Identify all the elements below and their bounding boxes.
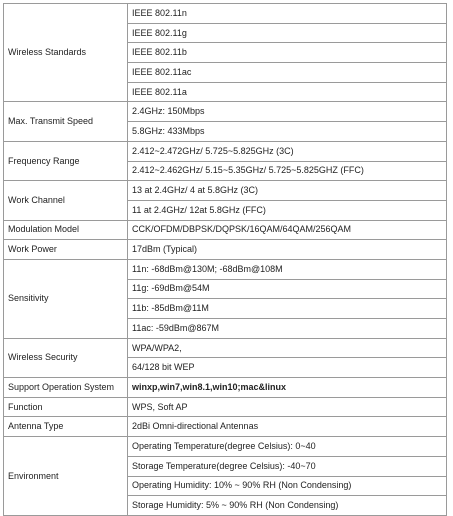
spec-value: IEEE 802.11g: [128, 23, 447, 43]
spec-value: Operating Temperature(degree Celsius): 0~40: [128, 437, 447, 457]
spec-value: 2.4GHz: 150Mbps: [128, 102, 447, 122]
spec-value: Storage Humidity: 5% ~ 90% RH (Non Condensing): [128, 496, 447, 516]
spec-label: Work Channel: [4, 181, 128, 220]
spec-label: Max. Transmit Speed: [4, 102, 128, 141]
spec-row: [4, 378, 447, 398]
spec-table-body: [4, 4, 447, 516]
spec-value: winxp,win7,win8.1,win10;mac&linux: [128, 378, 447, 398]
spec-row: [4, 220, 447, 240]
spec-value: 13 at 2.4GHz/ 4 at 5.8GHz (3C): [128, 181, 447, 201]
spec-row: [4, 240, 447, 260]
spec-value: IEEE 802.11b: [128, 43, 447, 63]
spec-label: Environment: [4, 437, 128, 516]
spec-value: IEEE 802.11ac: [128, 63, 447, 83]
spec-value: 2dBi Omni-directional Antennas: [128, 417, 447, 437]
spec-value: Operating Humidity: 10% ~ 90% RH (Non Condensing): [128, 476, 447, 496]
spec-table: [3, 3, 447, 516]
spec-label: Support Operation System: [4, 378, 128, 398]
spec-row: [4, 338, 447, 358]
spec-label: Function: [4, 397, 128, 417]
spec-value: 11ac: -59dBm@867M: [128, 319, 447, 339]
spec-value: WPS, Soft AP: [128, 397, 447, 417]
spec-label: Frequency Range: [4, 141, 128, 180]
spec-value: 11n: -68dBm@130M; -68dBm@108M: [128, 259, 447, 279]
spec-label: Wireless Security: [4, 338, 128, 377]
spec-label: Antenna Type: [4, 417, 128, 437]
spec-row: [4, 102, 447, 122]
spec-row: [4, 4, 447, 24]
spec-value: IEEE 802.11n: [128, 4, 447, 24]
spec-value: 11g: -69dBm@54M: [128, 279, 447, 299]
spec-value: 17dBm (Typical): [128, 240, 447, 260]
spec-value: CCK/OFDM/DBPSK/DQPSK/16QAM/64QAM/256QAM: [128, 220, 447, 240]
spec-row: [4, 181, 447, 201]
spec-value: Storage Temperature(degree Celsius): -40~70: [128, 456, 447, 476]
spec-row: [4, 437, 447, 457]
spec-value: WPA/WPA2,: [128, 338, 447, 358]
spec-value: 64/128 bit WEP: [128, 358, 447, 378]
spec-value: 5.8GHz: 433Mbps: [128, 122, 447, 142]
spec-row: [4, 259, 447, 279]
spec-label: Wireless Standards: [4, 4, 128, 102]
spec-label: Work Power: [4, 240, 128, 260]
spec-value: 11b: -85dBm@11M: [128, 299, 447, 319]
spec-row: [4, 417, 447, 437]
spec-value: 2.412~2.472GHz/ 5.725~5.825GHz (3C): [128, 141, 447, 161]
spec-label: Sensitivity: [4, 259, 128, 338]
spec-value: 2.412~2.462GHz/ 5.15~5.35GHz/ 5.725~5.825GHZ (FFC): [128, 161, 447, 181]
spec-value: IEEE 802.11a: [128, 82, 447, 102]
spec-value: 11 at 2.4GHz/ 12at 5.8GHz (FFC): [128, 200, 447, 220]
spec-row: [4, 397, 447, 417]
spec-row: [4, 141, 447, 161]
spec-label: Modulation Model: [4, 220, 128, 240]
